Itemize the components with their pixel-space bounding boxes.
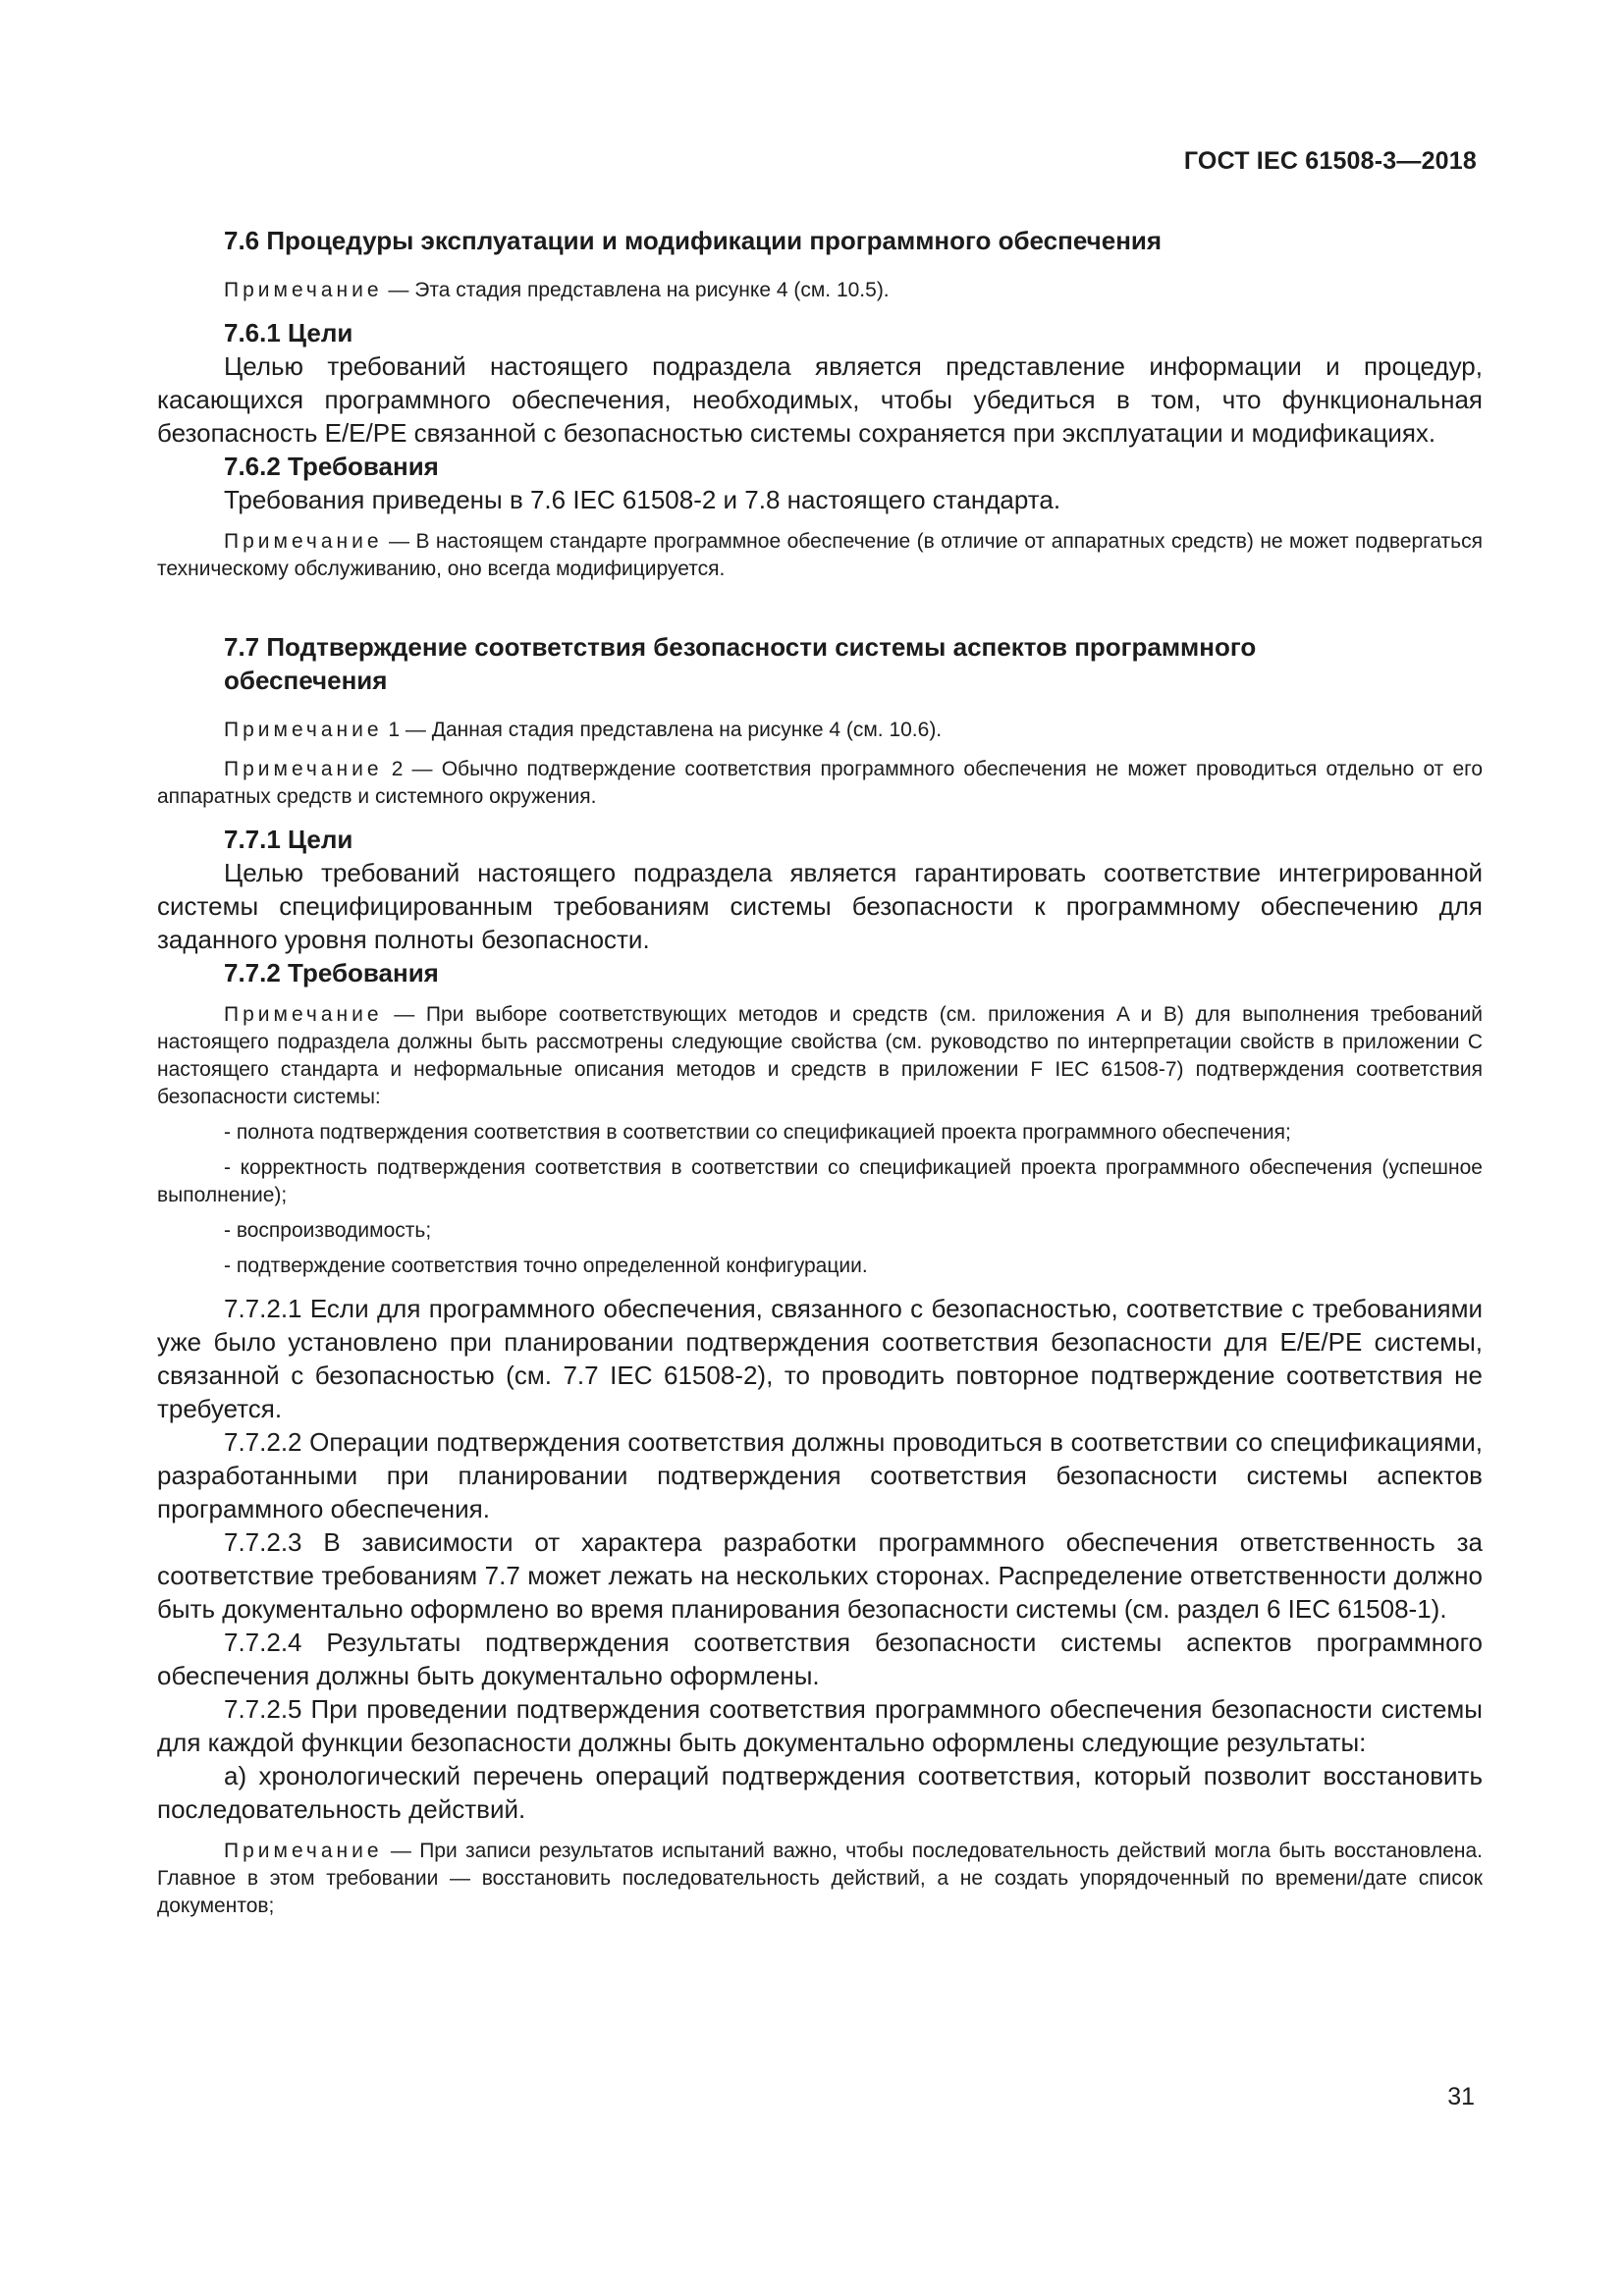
section-7-6-2-title: 7.6.2 Требования (224, 452, 439, 481)
section-7-7-2-note (157, 1001, 1483, 1111)
clause-item-a: a) хронологический перечень операций подтверждения соответствия, который позволит восстановить последовательность действий. (157, 1761, 1483, 1824)
section-7-7-1-text: Целью требований настоящего подраздела является гарантировать соответствие интегрированной системы специфицированным требованиям системы безопасности к программному обеспечению для заданного уровня полноты безопасности. (157, 858, 1483, 954)
note-label: Примечание (224, 279, 383, 301)
clause-7-7-2-4: 7.7.2.4 Результаты подтверждения соответствия безопасности системы аспектов программного обеспечения должны быть документально оформлены. (157, 1628, 1483, 1690)
section-7-6-title: 7.6 Процедуры эксплуатации и модификации программного обеспечения (224, 226, 1163, 255)
section-7-7-note-1 (157, 717, 1483, 744)
list-item: - воспроизводимость; (224, 1219, 432, 1242)
page-content (157, 224, 1483, 1920)
section-7-6-2-text: Требования приведены в 7.6 IEC 61508-2 и 7.8 настоящего стандарта. (224, 485, 1061, 514)
clause-item-a-note (157, 1838, 1483, 1920)
section-7-6-note (157, 277, 1483, 304)
list-item: - подтверждение соответствия точно определенной конфигурации. (224, 1255, 868, 1277)
note-text: — Эта стадия представлена на рисунке 4 (см. 10.5). (382, 279, 890, 301)
list-item: - корректность подтверждения соответствия в соответствии со спецификацией проекта программного обеспечения (успешное выполнение); (157, 1156, 1483, 1206)
note-label: Примечание (224, 1840, 383, 1862)
section-7-7-2-title: 7.7.2 Требования (224, 958, 439, 988)
note-label: Примечание (224, 719, 383, 741)
clause-7-7-2-1: 7.7.2.1 Если для программного обеспечения, связанного с безопасностью, соответствие с требованиями уже было установлено при планировании подтверждения соответствия безопасности для E/E/PE системы, связанной с безопасностью (см. 7.7 IEC 61508-2), то проводить повторное подтверждение соответствия не требуется. (157, 1294, 1483, 1423)
clause-7-7-2-2: 7.7.2.2 Операции подтверждения соответствия должны проводиться в соответствии со спецификациями, разработанными при планировании подтверждения соответствия безопасности системы аспектов программного обеспечения. (157, 1427, 1483, 1523)
section-7-7-note-2 (157, 756, 1483, 811)
note-label: Примечание (224, 530, 383, 553)
note-text: — При выборе соответствующих методов и средств (см. приложения A и B) для выполнения требований настоящего подраздела должны быть рассмотрены следующие свойства (см. руководство по интерпретации свойств в приложении C настоящего стандарта и неформальные описания методов и средств в приложении F IEC 61508-7) подтверждения соответствия безопасности системы: (157, 1003, 1483, 1108)
note-label: Примечание (224, 758, 383, 780)
clause-7-7-2-5: 7.7.2.5 При проведении подтверждения соответствия программного обеспечения безопасности системы для каждой функции безопасности должны быть документально оформлены следующие результаты: (157, 1694, 1483, 1757)
note-text: 1 — Данная стадия представлена на рисунке 4 (см. 10.6). (382, 719, 943, 741)
note-text: 2 — Обычно подтверждение соответствия программного обеспечения не может проводиться отдельно от его аппаратных средств и системного окружения. (157, 758, 1483, 808)
page-number: 31 (1447, 2083, 1475, 2110)
clause-7-7-2-3: 7.7.2.3 В зависимости от характера разработки программного обеспечения ответственность за соответствие требованиям 7.7 может лежать на нескольких сторонах. Распределение ответственности должно быть документально оформлено во время планирования безопасности системы (см. раздел 6 IEC 61508-1). (157, 1527, 1483, 1624)
section-7-6-2-note (157, 528, 1483, 583)
note-label: Примечание (224, 1003, 383, 1026)
section-7-7-title: 7.7 Подтверждение соответствия безопасности системы аспектов программного обеспечения (224, 632, 1257, 695)
note-text: — В настоящем стандарте программное обеспечение (в отличие от аппаратных средств) не может подвергаться техническому обслуживанию, оно всегда модифицируется. (157, 530, 1483, 580)
section-7-6-1-text: Целью требований настоящего подраздела является представление информации и процедур, касающихся программного обеспечения, необходимых, чтобы убедиться в том, что функциональная безопасность E/E/PE связанной с безопасностью системы сохраняется при эксплуатации и модификациях. (157, 351, 1483, 448)
section-7-6-1-title: 7.6.1 Цели (224, 318, 353, 347)
note-text: — При записи результатов испытаний важно, чтобы последовательность действий могла быть восстановлена. Главное в этом требовании — восстановить последовательность действий, а не создать упорядоченный по времени/дате список документов; (157, 1840, 1483, 1917)
standard-code-header: ГОСТ IEC 61508-3—2018 (1183, 147, 1477, 175)
section-7-7-1-title: 7.7.1 Цели (224, 825, 353, 854)
list-item: - полнота подтверждения соответствия в соответствии со спецификацией проекта программного обеспечения; (224, 1121, 1291, 1144)
